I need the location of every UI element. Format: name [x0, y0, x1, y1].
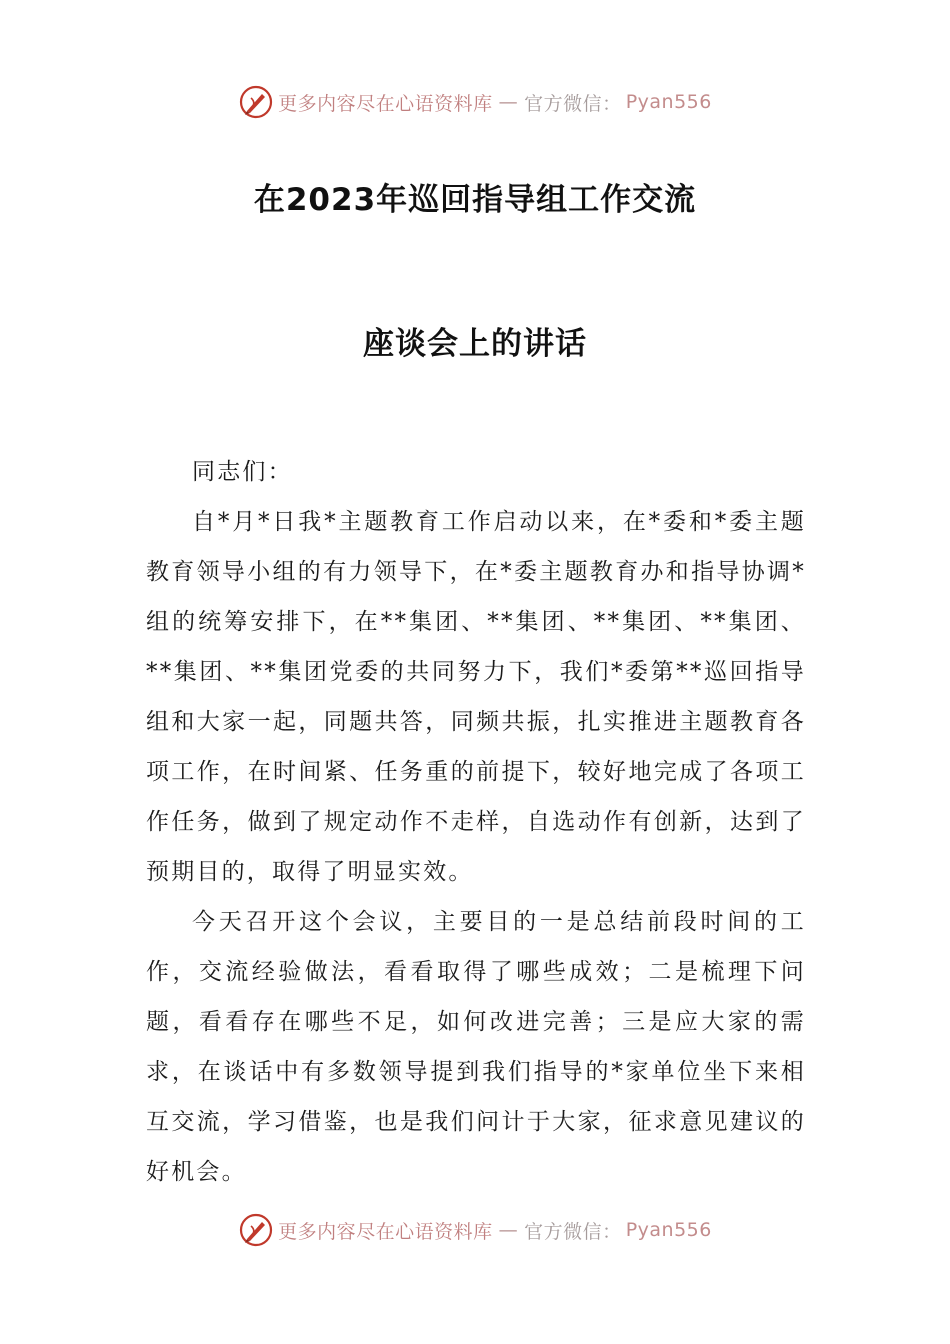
document-body [146, 447, 806, 1197]
watermark-text: 更多内容尽在心语资料库 [278, 92, 493, 115]
watermark-text: 更多内容尽在心语资料库 [278, 1220, 493, 1243]
watermark-wechat-id: Pyan556 [625, 91, 712, 113]
watermark-separator: — [498, 91, 519, 113]
header-watermark [0, 82, 950, 122]
watermark-separator: — [498, 1219, 519, 1241]
footer-watermark [0, 1210, 950, 1250]
paragraph-2: 今天召开这个会议，主要目的一是总结前段时间的工作，交流经验做法，看看取得了哪些成效；二是梳理下问题，看看存在哪些不足，如何改进完善；三是应大家的需求，在谈话中有多数领导提到我们指导的*家单位坐下来相互交流，学习借鉴，也是我们问计于大家，征求意见建议的好机会。 [146, 909, 806, 1185]
document-title-line1: 在2023年巡回指导组工作交流 [253, 182, 697, 218]
watermark-wechat-id: Pyan556 [625, 1219, 712, 1241]
paragraph-1: 自*月*日我*主题教育工作启动以来，在*委和*委主题教育领导小组的有力领导下，在*委主题教育办和指导协调*组的统筹安排下，在**集团、**集团、**集团、**集团、**集团、**集团党委的共同努力下，我们*委第**巡回指导组和大家一起，同题共答，同频共振，扎实推进主题教育各项工作，在时间紧、任务重的前提下，较好地完成了各项工作任务，做到了规定动作不走样，自选动作有创新，达到了预期目的，取得了明显实效。 [146, 509, 806, 885]
pen-logo-icon [238, 84, 274, 120]
watermark-label: 官方微信： [524, 1220, 622, 1243]
salutation: 同志们： [192, 459, 293, 485]
watermark-label: 官方微信： [524, 92, 622, 115]
pen-logo-icon [238, 1212, 274, 1248]
document-title-line2: 座谈会上的讲话 [363, 326, 587, 362]
